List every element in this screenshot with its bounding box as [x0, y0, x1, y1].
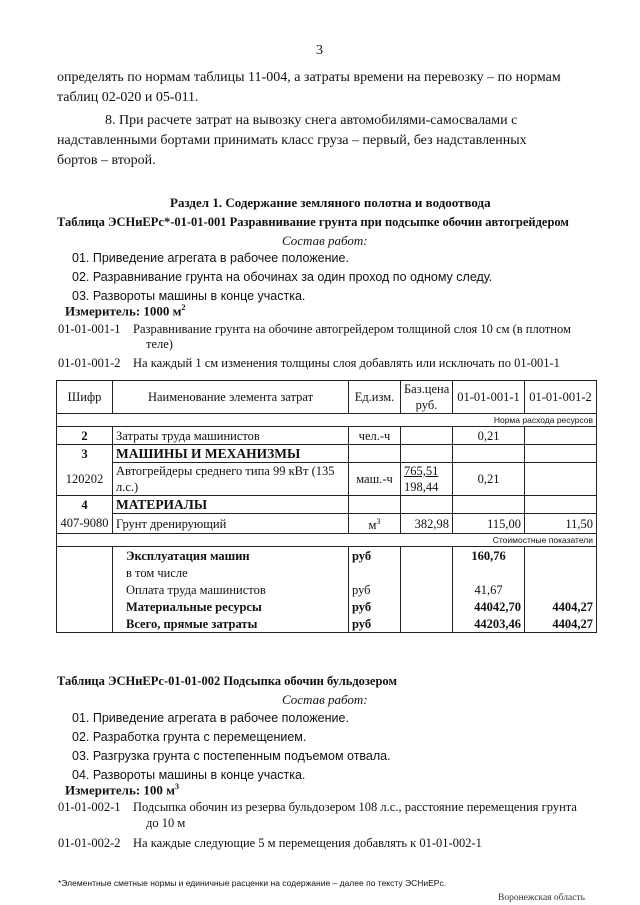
total-value-1: 44042,70	[453, 598, 525, 615]
row-unit: чел.-ч	[349, 427, 401, 445]
item-text: теле)	[146, 337, 173, 351]
cost-caption: Стоимостные показатели	[57, 534, 597, 547]
table2-composition-title: Состав работ:	[282, 692, 368, 707]
resource-table	[56, 380, 597, 633]
total-name: Всего, прямые затраты	[113, 615, 349, 633]
item-text: Разравнивание грунта на обочине автогрейдером толщиной слоя 10 см (в плотном	[133, 322, 571, 336]
item-code: 01-01-001-2	[58, 356, 121, 370]
row-value-1: 0,21	[453, 427, 525, 445]
norm-caption-row	[57, 414, 597, 427]
row-value-2	[525, 427, 597, 445]
table2-measure: Измеритель: 100 $м^3$	[65, 782, 180, 798]
total-row	[57, 615, 597, 633]
total-unit: руб	[349, 615, 401, 633]
total-value-2	[525, 547, 597, 565]
item-text: до 10 м	[146, 816, 186, 830]
row-value-2	[525, 463, 597, 496]
row-name: Грунт дренирующий	[113, 514, 349, 534]
table-row	[57, 463, 597, 496]
total-value-2: 4404,27	[525, 598, 597, 615]
item-code: 01-01-002-2	[58, 836, 121, 850]
table1-composition-title: Состав работ:	[282, 233, 368, 248]
total-row	[57, 581, 597, 598]
table1-heading: Таблица ЭСНиЕРс*-01-01-001 Разравнивание грунта при подсыпке обочин автогрейдером	[57, 215, 569, 229]
work-item: 03. Разгрузка грунта с постепенным подъемом отвала.	[72, 749, 391, 763]
total-unit: руб	[349, 547, 401, 565]
intro-line: бортов – второй.	[57, 153, 156, 168]
work-item: 01. Приведение агрегата в рабочее положение.	[72, 251, 349, 265]
intro-line: 8. При расчете затрат на вывозку снега автомобилями-самосвалами с	[105, 113, 518, 128]
total-row	[57, 564, 597, 581]
row-price: 765,51 198,44	[401, 463, 453, 496]
work-item: 03. Развороты машины в конце участка.	[72, 289, 306, 303]
footnote: *Элементные сметные нормы и единичные расценки на содержание – далее по тексту ЭСНиЕРс.	[58, 878, 447, 888]
total-value-2: 4404,27	[525, 615, 597, 633]
work-item: 04. Развороты машины в конце участка.	[72, 768, 306, 782]
header-name: Наименование элемента затрат	[113, 381, 349, 414]
row-unit: маш.-ч	[349, 463, 401, 496]
work-item: 02. Разработка грунта с перемещением.	[72, 730, 307, 744]
row-code: 2	[57, 427, 113, 445]
work-item: 02. Разравнивание грунта на обочинах за один проход по одному следу.	[72, 270, 493, 284]
table-row	[57, 514, 597, 534]
total-value-1: 160,76	[453, 547, 525, 565]
item-code: 01-01-001-1	[58, 322, 121, 336]
row-value-1: 0,21	[453, 463, 525, 496]
row-name: Автогрейдеры среднего типа 99 кВт (135 л.с.)	[113, 463, 349, 496]
total-name: Материальные ресурсы	[113, 598, 349, 615]
total-name: Оплата труда машинистов	[113, 581, 349, 598]
header-col1: 01-01-001-1	[453, 381, 525, 414]
table1-measure: Измеритель: 1000 $м^2$	[65, 303, 186, 319]
item-text: Подсыпка обочин из резерва бульдозером 108 л.с., расстояние перемещения грунта	[133, 800, 577, 814]
table2-heading: Таблица ЭСНиЕРс-01-01-002 Подсыпка обочин бульдозером	[57, 674, 397, 688]
item-text: На каждый 1 см изменения толщины слоя добавлять или исключать по 01-001-1	[133, 356, 560, 370]
group-code: 3	[57, 445, 113, 463]
total-name: в том числе	[113, 564, 349, 581]
item-text: На каждые следующие 5 м перемещения добавлять к 01-01-002-1	[133, 836, 482, 850]
row-price: 382,98	[401, 514, 453, 534]
section-title: Раздел 1. Содержание земляного полотна и водоотвода	[170, 195, 491, 210]
group-row	[57, 445, 597, 463]
total-row	[57, 598, 597, 615]
item-code: 01-01-002-1	[58, 800, 121, 814]
header-unit: Ед.изм.	[349, 381, 401, 414]
norm-caption: Норма расхода ресурсов	[57, 414, 597, 427]
group-name: МАШИНЫ И МЕХАНИЗМЫ	[113, 445, 349, 463]
intro-line: надставленными бортами принимать класс груза – первый, без надставленных	[57, 133, 527, 148]
total-value-1: 41,67	[453, 581, 525, 598]
row-value-2: 11,50	[525, 514, 597, 534]
total-unit: руб	[349, 581, 401, 598]
group-row	[57, 496, 597, 514]
row-code: 407-9080	[57, 514, 113, 534]
cost-caption-row	[57, 534, 597, 547]
region-label: Воронежская область	[498, 893, 585, 903]
intro-line: определять по нормам таблицы 11-004, а затраты времени на перевозку – по нормам	[57, 70, 561, 85]
row-unit: $м^3$	[349, 514, 401, 534]
total-value-1: 44203,46	[453, 615, 525, 633]
table-row	[57, 427, 597, 445]
row-code: 120202	[57, 463, 113, 496]
total-row	[57, 547, 597, 565]
group-code: 4	[57, 496, 113, 514]
row-value-1: 115,00	[453, 514, 525, 534]
header-code: Шифр	[57, 381, 113, 414]
intro-line: таблиц 02-020 и 05-011.	[57, 90, 199, 105]
header-price: Баз.цена руб.	[401, 381, 453, 414]
group-name: МАТЕРИАЛЫ	[113, 496, 349, 514]
page-number: 3	[316, 43, 323, 58]
header-col2: 01-01-001-2	[525, 381, 597, 414]
table-header-row	[57, 381, 597, 414]
work-item: 01. Приведение агрегата в рабочее положение.	[72, 711, 349, 725]
total-name: Эксплуатация машин	[113, 547, 349, 565]
row-name: Затраты труда машинистов	[113, 427, 349, 445]
total-unit: руб	[349, 598, 401, 615]
